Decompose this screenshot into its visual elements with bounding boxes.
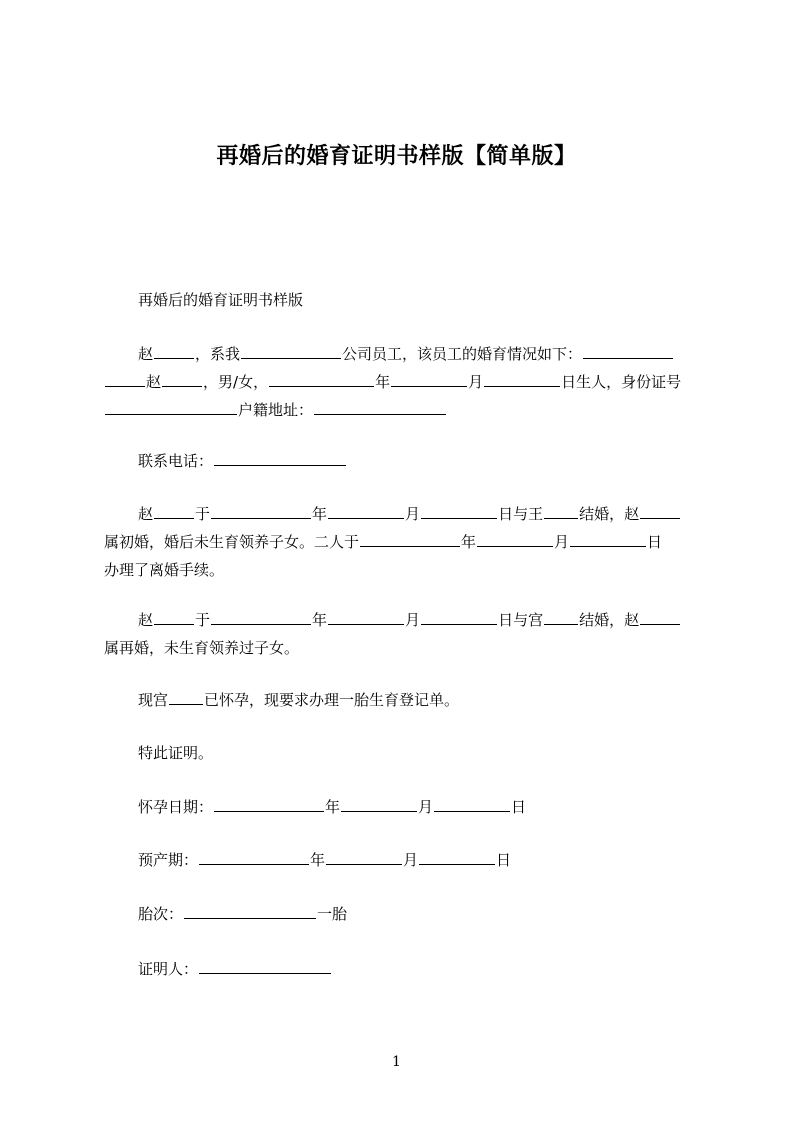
info-blank[interactable]: [583, 342, 673, 359]
certification-statement: 特此证明。: [138, 744, 214, 762]
birth-month-blank[interactable]: [391, 370, 467, 387]
first-marriage-line-1: 赵 于 年 月 日与王 结婚，赵: [104, 500, 704, 528]
employee-info-line-3: 户籍地址：: [104, 396, 704, 424]
first-marriage-paragraph: [104, 500, 704, 584]
phone-blank[interactable]: [214, 449, 346, 466]
birth-order-value: 一胎: [317, 905, 348, 923]
page-title: 再婚后的婚育证明书样版【简单版】: [216, 144, 577, 169]
spouse-name-blank[interactable]: [544, 502, 578, 519]
divorce-day-blank[interactable]: [570, 530, 646, 547]
remarriage-line-1: 赵 于 年 月 日与宫 结婚，赵: [104, 606, 704, 634]
employee-info-line-1: 赵 ，系我 公司员工，该员工的婚育情况如下：: [104, 340, 704, 368]
subtitle-text: 再婚后的婚育证明书样版: [138, 291, 304, 309]
certifier-line: [104, 955, 704, 983]
certifier-label: 证明人：: [138, 960, 199, 978]
divorce-month-blank[interactable]: [477, 530, 553, 547]
due-year-blank[interactable]: [199, 848, 309, 865]
document-subtitle: [104, 286, 704, 314]
first-marriage-line-3: 办理了离婚手续。: [104, 561, 225, 579]
remarriage-year-blank[interactable]: [211, 608, 311, 625]
due-month-blank[interactable]: [326, 848, 402, 865]
name-prefix-blank[interactable]: [105, 370, 145, 387]
birth-day-blank[interactable]: [484, 370, 560, 387]
birth-order-label: 胎次：: [138, 905, 184, 923]
birth-year-blank[interactable]: [269, 370, 374, 387]
name-blank[interactable]: [154, 608, 194, 625]
divorce-year-blank[interactable]: [360, 530, 460, 547]
employee-info-line-2: 赵 ，男/女， 年 月 日生人，身份证号: [104, 368, 704, 396]
first-marriage-line-2: 属初婚，婚后未生育领养子女。二人于 年 月 日: [104, 528, 704, 556]
marriage-day-blank[interactable]: [421, 502, 497, 519]
remarriage-paragraph: [104, 606, 704, 662]
company-blank[interactable]: [241, 342, 341, 359]
name-blank[interactable]: [154, 502, 194, 519]
name-blank[interactable]: [640, 608, 680, 625]
address-blank[interactable]: [314, 398, 446, 415]
pregnancy-date-label: 怀孕日期：: [138, 798, 214, 816]
marriage-year-blank[interactable]: [211, 502, 311, 519]
birth-order-line: [104, 900, 704, 928]
pregnancy-year-blank[interactable]: [214, 795, 324, 812]
due-date-label: 预产期：: [138, 851, 199, 869]
pregnancy-day-blank[interactable]: [434, 795, 510, 812]
phone-label: 联系电话：: [138, 452, 214, 470]
employee-info-paragraph: [104, 340, 704, 424]
name-blank[interactable]: [640, 502, 680, 519]
remarriage-month-blank[interactable]: [328, 608, 404, 625]
due-day-blank[interactable]: [419, 848, 495, 865]
spouse-name-blank[interactable]: [544, 608, 578, 625]
remarriage-line-2: 属再婚，未生育领养过子女。: [104, 639, 300, 657]
certifier-blank[interactable]: [199, 957, 331, 974]
pregnancy-month-blank[interactable]: [341, 795, 417, 812]
pregnancy-statement: 现宫 已怀孕，现要求办理一胎生育登记单。: [104, 686, 704, 714]
marriage-month-blank[interactable]: [328, 502, 404, 519]
birth-order-blank[interactable]: [184, 902, 316, 919]
name-blank[interactable]: [162, 370, 202, 387]
remarriage-day-blank[interactable]: [421, 608, 497, 625]
pregnant-name-blank[interactable]: [169, 688, 203, 705]
due-date-line: 预产期： 年 月 日: [104, 846, 704, 874]
page-number: 1: [392, 1054, 401, 1070]
name-blank[interactable]: [154, 342, 194, 359]
pregnancy-date-line: 怀孕日期： 年 月 日: [104, 793, 704, 821]
id-number-blank[interactable]: [105, 398, 237, 415]
phone-line: [104, 447, 704, 475]
